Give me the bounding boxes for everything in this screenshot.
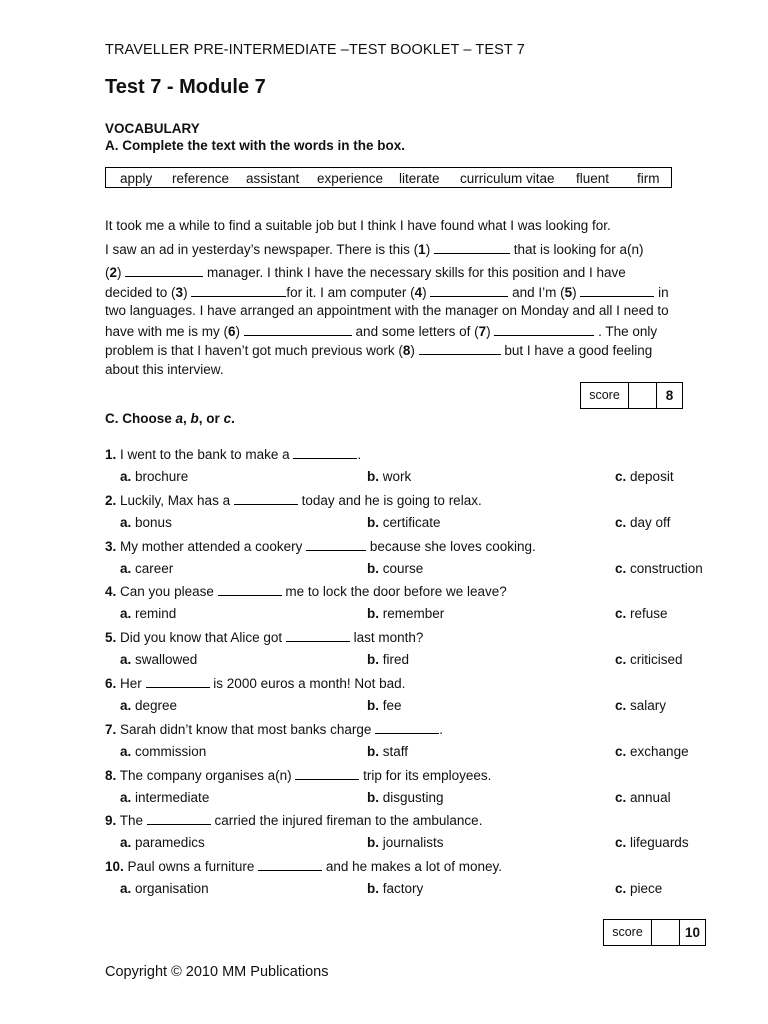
option-c[interactable]	[615, 881, 662, 896]
text-line-5: two languages. I have arranged an appointment with the manager on Monday and all I need to	[105, 303, 669, 318]
question-blank[interactable]	[147, 812, 211, 825]
option-c[interactable]	[615, 698, 666, 713]
option-b[interactable]	[367, 652, 409, 667]
option-text: swallowed	[135, 652, 198, 668]
option-a[interactable]	[120, 515, 172, 530]
question-8	[105, 767, 491, 783]
question-text-before: My mother attended a cookery	[120, 538, 307, 554]
option-letter: c.	[615, 560, 627, 576]
option-letter: a.	[120, 469, 132, 484]
gap-1-blank[interactable]	[434, 241, 510, 254]
question-9	[105, 812, 482, 828]
question-blank[interactable]	[375, 721, 439, 734]
option-text: exchange	[630, 743, 689, 759]
question-blank[interactable]	[218, 583, 282, 596]
question-2	[105, 492, 482, 508]
gap-3-blank[interactable]	[191, 284, 286, 297]
option-text: brochure	[135, 469, 189, 484]
score-box-c	[603, 919, 706, 946]
option-letter: c.	[615, 835, 627, 851]
gap-6-blank[interactable]	[244, 323, 352, 336]
option-a[interactable]	[120, 881, 209, 896]
option-text: fired	[382, 652, 410, 668]
option-letter: b.	[367, 789, 379, 805]
option-b[interactable]	[367, 561, 423, 576]
question-text-after: is 2000 euros a month! Not bad.	[209, 676, 406, 691]
text-line-1: It took me a while to find a suitable job but I think I have found what I was looking for.	[105, 218, 611, 233]
question-text-after: carried the injured fireman to the ambulance.	[210, 813, 483, 829]
option-c[interactable]	[615, 561, 703, 576]
option-c[interactable]	[615, 469, 674, 484]
option-text: fee	[382, 698, 402, 713]
question-text-before: Luckily, Max has a	[120, 492, 234, 508]
option-letter: a.	[120, 835, 132, 851]
option-b[interactable]	[367, 835, 444, 850]
question-number: 9.	[105, 813, 117, 829]
option-b[interactable]	[367, 469, 411, 484]
gap-4-blank[interactable]	[430, 284, 508, 297]
question-blank[interactable]	[146, 675, 210, 688]
option-c[interactable]	[615, 790, 671, 805]
score-label: score	[589, 388, 620, 402]
question-blank[interactable]	[234, 492, 298, 505]
option-text: annual	[630, 789, 671, 805]
option-text: degree	[135, 698, 178, 713]
option-text: organisation	[135, 881, 209, 897]
score-max: 10	[684, 925, 701, 940]
question-1	[105, 446, 361, 462]
option-text: factory	[382, 881, 424, 897]
word-box-item: experience	[317, 171, 384, 186]
option-text: remember	[382, 606, 445, 622]
option-letter: c.	[615, 743, 627, 759]
question-number: 7.	[105, 721, 117, 737]
option-b[interactable]	[367, 744, 408, 759]
score-input[interactable]	[628, 383, 657, 408]
question-6	[105, 675, 405, 691]
option-b[interactable]	[367, 881, 423, 896]
option-a[interactable]	[120, 835, 205, 850]
question-4	[105, 583, 507, 599]
question-text-after: last month?	[349, 630, 424, 646]
question-number: 5.	[105, 630, 117, 646]
question-blank[interactable]	[293, 446, 357, 459]
option-letter: a.	[120, 698, 132, 713]
option-text: staff	[382, 743, 409, 759]
option-text: salary	[630, 698, 667, 713]
question-text-after: .	[439, 721, 443, 737]
score-input[interactable]	[651, 920, 680, 945]
question-number: 3.	[105, 538, 117, 554]
option-letter: b.	[367, 835, 379, 851]
question-text-after: today and he is going to relax.	[297, 492, 482, 508]
section-c-instruction: C. Choose a, b, or c.	[105, 411, 235, 426]
option-letter: a.	[120, 606, 132, 622]
question-text-before: Did you know that Alice got	[120, 630, 286, 646]
word-box-item: firm	[637, 171, 660, 186]
question-number: 10.	[105, 859, 124, 875]
option-text: certificate	[382, 514, 441, 530]
text-line-3: (2) manager. I think I have the necessary skills for this position and I have	[105, 265, 626, 280]
option-letter: b.	[367, 560, 379, 576]
option-text: lifeguards	[630, 835, 689, 851]
option-text: paramedics	[135, 835, 205, 851]
option-letter: b.	[367, 881, 379, 897]
question-3	[105, 538, 536, 554]
question-number: 2.	[105, 492, 117, 508]
word-box-item: assistant	[246, 171, 300, 186]
option-letter: a.	[120, 514, 132, 530]
score-max: 8	[665, 388, 674, 403]
option-c[interactable]	[615, 515, 670, 530]
option-c[interactable]	[615, 744, 689, 759]
option-letter: c.	[615, 698, 627, 713]
option-a[interactable]	[120, 652, 197, 667]
option-letter: c.	[615, 881, 627, 897]
question-number: 6.	[105, 676, 117, 691]
gap-5-blank[interactable]	[580, 284, 654, 297]
option-letter: c.	[615, 606, 627, 622]
question-10	[105, 858, 502, 874]
page-title: Test 7 - Module 7	[105, 76, 266, 98]
option-letter: b.	[367, 698, 379, 713]
question-text-before: Paul owns a furniture	[127, 859, 259, 875]
text-line-8: about this interview.	[105, 362, 224, 377]
option-letter: b.	[367, 469, 379, 484]
question-number: 1.	[105, 447, 117, 462]
question-text-before: The company organises a(n)	[119, 767, 296, 783]
option-c[interactable]	[615, 606, 668, 621]
question-text-before: The	[119, 813, 147, 829]
gap-7-blank[interactable]	[494, 323, 594, 336]
question-blank[interactable]	[286, 629, 350, 642]
question-text-before: Can you please	[120, 584, 218, 600]
question-text-before: I went to the bank to make a	[120, 447, 294, 462]
gap-2-blank[interactable]	[125, 264, 203, 277]
option-text: commission	[135, 743, 207, 759]
word-box-item: curriculum vitae	[460, 171, 555, 186]
text-line-6: have with me is my (6) and some letters of (7) . The only	[105, 324, 658, 339]
option-a[interactable]	[120, 606, 176, 621]
copyright-notice: Copyright © 2010 MM Publications	[105, 964, 329, 980]
text-line-4: decided to (3) for it. I am computer (4) and I’m (5) in	[105, 285, 669, 300]
word-box-item: fluent	[576, 171, 610, 186]
question-text-after: me to lock the door before we leave?	[281, 584, 507, 600]
question-blank[interactable]	[295, 767, 359, 780]
question-number: 8.	[105, 767, 117, 783]
question-5	[105, 629, 423, 645]
question-text-after: and he makes a lot of money.	[322, 859, 502, 875]
option-text: course	[382, 560, 424, 576]
option-c[interactable]	[615, 835, 689, 850]
question-text-after: .	[357, 447, 362, 462]
option-a[interactable]	[120, 469, 188, 484]
option-letter: c.	[615, 652, 627, 668]
option-text: construction	[630, 560, 703, 576]
question-blank[interactable]	[258, 858, 322, 871]
option-text: disgusting	[382, 789, 444, 805]
booklet-header: TRAVELLER PRE-INTERMEDIATE –TEST BOOKLET – TEST 7	[105, 42, 525, 58]
gap-8-blank[interactable]	[419, 342, 501, 355]
option-letter: b.	[367, 743, 379, 759]
option-b[interactable]	[367, 606, 444, 621]
option-text: intermediate	[135, 789, 210, 805]
question-blank[interactable]	[306, 538, 366, 551]
option-a[interactable]	[120, 698, 177, 713]
option-letter: c.	[615, 469, 627, 484]
option-letter: c.	[615, 514, 627, 530]
option-letter: a.	[120, 881, 132, 897]
word-box-item: apply	[120, 171, 153, 186]
option-text: work	[382, 469, 412, 484]
question-text-after: trip for its employees.	[359, 767, 492, 783]
text-line-2: I saw an ad in yesterday’s newspaper. There is this (1) that is looking for a(n)	[105, 242, 644, 257]
option-letter: b.	[367, 514, 379, 530]
question-number: 4.	[105, 584, 117, 600]
option-b[interactable]	[367, 515, 441, 530]
option-letter: a.	[120, 560, 132, 576]
option-text: journalists	[382, 835, 444, 851]
vocabulary-heading: VOCABULARY	[105, 121, 200, 136]
option-letter: a.	[120, 743, 132, 759]
text-line-7: problem is that I haven’t got much previous work (8) but I have a good feeling	[105, 343, 653, 358]
score-box-a	[580, 382, 683, 409]
option-text: career	[135, 560, 174, 576]
option-text: criticised	[630, 652, 683, 668]
option-c[interactable]	[615, 652, 683, 667]
option-a[interactable]	[120, 744, 206, 759]
score-label: score	[612, 925, 643, 939]
question-text-after: because she loves cooking.	[366, 538, 536, 554]
question-7	[105, 721, 443, 737]
option-text: day off	[630, 514, 671, 530]
option-letter: b.	[367, 652, 379, 668]
option-a[interactable]	[120, 790, 209, 805]
word-box-item: literate	[399, 171, 440, 186]
section-a-instruction: A. Complete the text with the words in the box.	[105, 138, 406, 153]
option-letter: b.	[367, 606, 379, 622]
option-a[interactable]	[120, 561, 173, 576]
option-text: deposit	[630, 469, 674, 484]
option-letter: c.	[615, 789, 627, 805]
option-b[interactable]	[367, 790, 444, 805]
word-box-item: reference	[172, 171, 230, 186]
question-text-before: Her	[120, 676, 146, 691]
option-text: bonus	[135, 514, 172, 530]
option-letter: a.	[120, 652, 132, 668]
option-text: remind	[135, 606, 177, 622]
option-letter: a.	[120, 789, 132, 805]
question-text-before: Sarah didn’t know that most banks charge	[120, 721, 376, 737]
option-text: refuse	[630, 606, 668, 622]
word-box	[105, 167, 672, 188]
option-text: piece	[630, 881, 663, 897]
option-b[interactable]	[367, 698, 402, 713]
